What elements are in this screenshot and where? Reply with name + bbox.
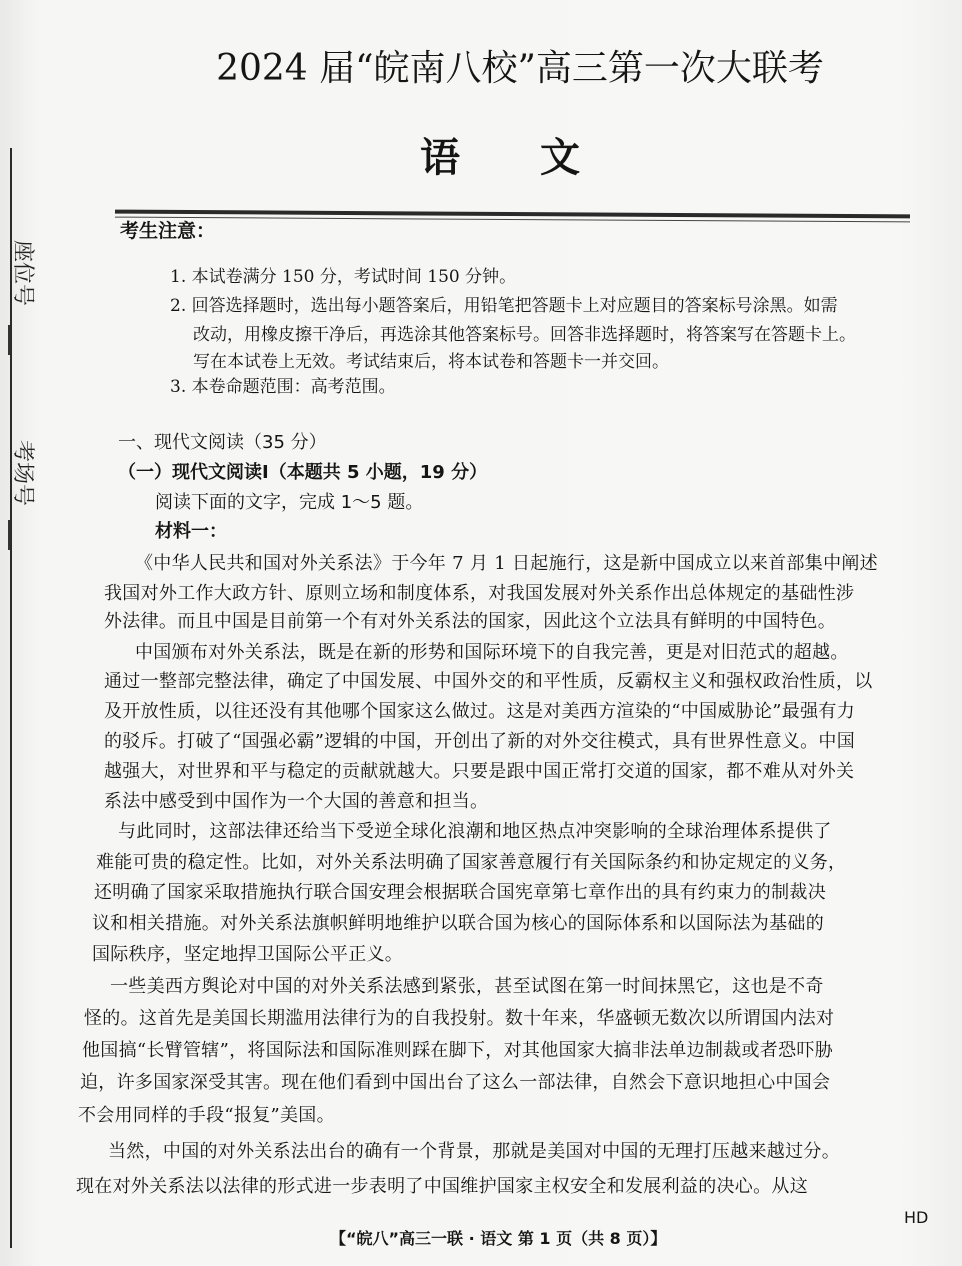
material-label: 材料一： — [155, 521, 227, 542]
binding-line — [10, 148, 12, 1248]
page-footer: 【“皖八”高三一联 · 语文 第 1 页（共 8 页）】 — [330, 1229, 667, 1248]
body-line: 中国颁布对外关系法，既是在新的形势和国际环境下的自我完善，更是对旧范式的超越。 — [135, 642, 849, 663]
body-line: 及开放性质，以往还没有其他哪个国家这么做过。这是对美西方渲染的“中国威胁论”最强有力 — [104, 701, 855, 722]
hd-mark: HD — [904, 1208, 929, 1227]
notice-item: 写在本试卷上无效。考试结束后，将本试卷和答题卡一并交回。 — [193, 352, 669, 372]
body-line: 我国对外工作大政方针、原则立场和制度体系，对我国发展对外关系作出总体规定的基础性涉 — [104, 583, 855, 604]
body-line: 系法中感受到中国作为一个大国的善意和担当。 — [104, 791, 489, 812]
section-heading: 一、现代文阅读（35 分） — [118, 432, 327, 453]
body-line: 通过一整部完整法律，确定了中国发展、中国外交的和平性质，反霸权主义和强权政治性质，以 — [104, 671, 873, 692]
body-line: 《中华人民共和国对外关系法》于今年 7 月 1 日起施行，这是新中国成立以来首部集中阐述 — [135, 553, 878, 574]
body-line: 的驳斥。打破了“国强必霸”逻辑的中国，开创出了新的对外交往模式，具有世界性意义。中国 — [104, 731, 855, 752]
body-line: 一些美西方舆论对中国的对外关系法感到紧张，甚至试图在第一时间抹黑它，这也是不奇 — [110, 976, 824, 997]
body-line: 越强大，对世界和平与稳定的贡献就越大。只要是跟中国正常打交道的国家，都不难从对外关 — [104, 761, 855, 782]
body-line: 与此同时，这部法律还给当下受逆全球化浪潮和地区热点冲突影响的全球治理体系提供了 — [118, 821, 832, 842]
notice-item: 改动，用橡皮擦干净后，再选涂其他答案标号。回答非选择题时，将答案写在答题卡上。 — [193, 325, 856, 345]
seat-number-label: 座位号 — [10, 240, 35, 307]
body-line: 国际秩序，坚定地捍卫国际公平正义。 — [92, 944, 404, 965]
binding-blank — [8, 520, 10, 550]
exam-room-label: 考场号 — [10, 440, 35, 507]
notice-item: 3. 本卷命题范围：高考范围。 — [170, 377, 396, 397]
subject-title: 语文 — [420, 135, 660, 181]
body-line: 难能可贵的稳定性。比如，对外关系法明确了国家善意履行有关国际条约和协定规定的义务， — [96, 852, 847, 873]
sub-section-heading: （一）现代文阅读Ⅰ（本题共 5 小题，19 分） — [118, 462, 488, 483]
body-line: 他国搞“长臂管辖”，将国际法和国际准则踩在脚下，对其他国家大搞非法单边制裁或者恐吓胁 — [82, 1040, 833, 1061]
body-line: 议和相关措施。对外关系法旗帜鲜明地维护以联合国为核心的国际体系和以国际法为基础的 — [92, 913, 824, 934]
exam-title: 2024 届“皖南八校”高三第一次大联考 — [216, 48, 824, 89]
body-line: 现在对外关系法以法律的形式进一步表明了中国维护国家主权安全和发展利益的决心。从这 — [76, 1176, 808, 1197]
body-line: 迫，许多国家深受其害。现在他们看到中国出台了这么一部法律，自然会下意识地担心中国会 — [80, 1072, 831, 1093]
body-line: 还明确了国家采取措施执行联合国安理会根据联合国宪章第七章作出的具有约束力的制裁决 — [94, 882, 826, 903]
instruction: 阅读下面的文字，完成 1～5 题。 — [155, 492, 424, 513]
body-line: 不会用同样的手段“报复”美国。 — [78, 1105, 335, 1126]
body-line: 外法律。而且中国是目前第一个有对外关系法的国家，因此这个立法具有鲜明的中国特色。 — [104, 611, 836, 632]
body-line: 当然，中国的对外关系法出台的确有一个背景，那就是美国对中国的无理打压越来越过分。 — [108, 1141, 840, 1162]
body-line: 怪的。这首先是美国长期滥用法律行为的自我投射。数十年来，华盛顿无数次以所谓国内法对 — [84, 1008, 835, 1029]
notice-item: 2. 回答选择题时，选出每小题答案后，用铅笔把答题卡上对应题目的答案标号涂黑。如需 — [170, 296, 838, 316]
notice-item: 1. 本试卷满分 150 分，考试时间 150 分钟。 — [170, 267, 517, 287]
notice-heading: 考生注意： — [120, 220, 216, 242]
binding-blank — [8, 325, 10, 355]
